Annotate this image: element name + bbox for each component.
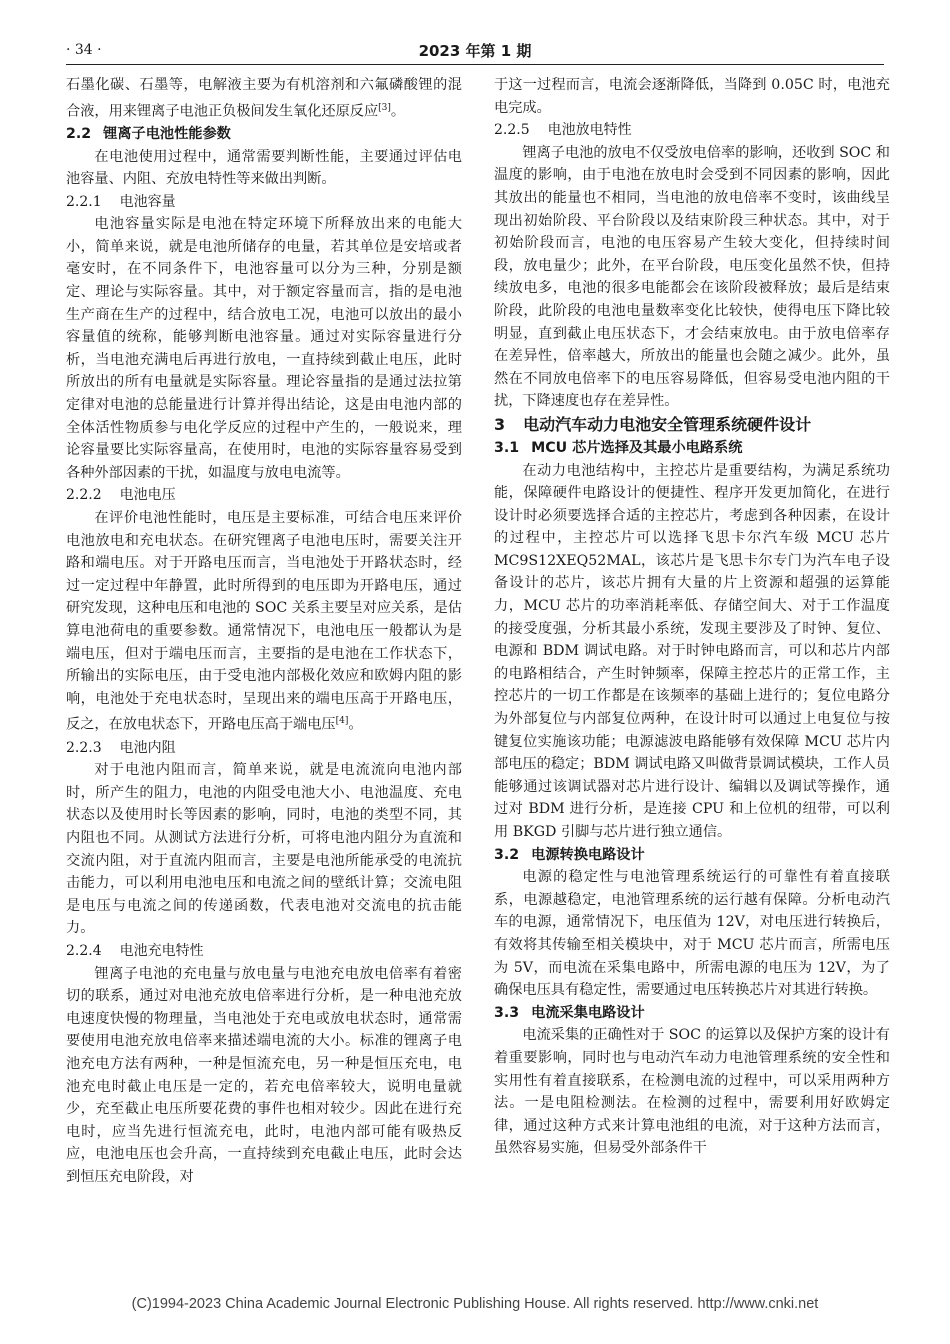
- section-heading-3-3: 3.3 电流采集电路设计: [494, 1004, 645, 1021]
- section-2-2-paragraph: 在电池使用过程中，通常需要判断性能，主要通过评估电池容量、内阻、充放电特性等来做出判断。: [66, 148, 462, 188]
- right-column: [494, 74, 890, 1160]
- section-heading-2-2: 2.2 锂离子电池性能参数: [66, 125, 231, 142]
- section-2-2-2-paragraph: 在评价电池性能时，电压是主要标准，可结合电压来评价电池放电和充电状态。在研究锂离子电池电压时，需要关注开路和端电压。对于开路电压而言，当电池处于开路状态时，经过一定过程中年静置，此时所得到的电压即为开路电压，通过研究发现，这种电压和电池的 SOC 关系主要呈对应关系，是估算电池荷电的重要参数。通常情况下，电池电压一般都认为是端电压，但对于端电压而言，主要指的是电池在工作状态下，所输出的实际电压，由于受电池内部极化效应和欧姆内阻的影响，电池处于充电状态时，呈现出来的端电压高于开路电压，反之，在放电状态下，开路电压高于端电压[4]。: [66, 510, 462, 734]
- continued-paragraph: 于这一过程而言，电流会逐渐降低，当降到 0.05C 时，电池充电完成。: [494, 77, 890, 116]
- section-heading-3-2: 3.2 电源转换电路设计: [494, 846, 645, 863]
- section-2-2-5-paragraph: 锂离子电池的放电不仅受放电倍率的影响，还收到 SOC 和温度的影响，由于电池在放电时会受到不同因素的影响，因此其放出的能量也不相同，当电池的放电倍率不变时，该曲线呈现出初始阶段、平台阶段以及结束阶段三种状态。其中，对于初始阶段而言，电池的电压容易产生较大变化，但持续时间段，放电量少；此外，在平台阶段，电压变化虽然不快，但持续放电多，电池的很多电能都会在该阶段被释放；最后是结束阶段，此阶段的电池电量数率变化比较快，使得电压下降比较明显，直到截止电压状态下，才会结束放电。由于放电倍率存在差异性，倍率越大，所放出的能量也会随之减少。此外，虽然在不同放电倍率下的电压容易降低，但容易受电池内阻的干扰，下降速度也存在差异性。: [494, 144, 890, 410]
- section-2-2-4-paragraph: 锂离子电池的充电量与放电量与电池充电放电倍率有着密切的联系，通过对电池充放电倍率进行分析，是一种电池充放电速度快慢的物理量，当电池处于充电或放电状态时，通常需要使用电池充放电倍率来描述端电流的大小。标准的锂离子电池充电方法有两种，一种是恒流充电，另一种是恒压充电，电池充电时截止电压是一定的，若充电倍率较大，说明电量就少，充至截止电压所要花费的事件也相对较少。因此在进行充电时，应当先进行恒流充电，此时，电池内部可能有吸热反应，电池电压也会升高，一直持续到充电截止电压，此时会达到恒压充电阶段，对: [66, 965, 462, 1185]
- copyright-footer: (C)1994-2023 China Academic Journal Electronic Publishing House. All rights reserved. http://www.cnki.net: [131, 1296, 819, 1312]
- section-3-3-paragraph: 电流采集的正确性对于 SOC 的运算以及保护方案的设计有着重要影响，同时也与电动汽车动力电池管理系统的安全性和实用性有着直接联系，在检测电流的过程中，可以采用两种方法。一是电阻检测法。在检测的过程中，需要利用好欧姆定律，通过这种方式来计算电池组的电流，对于这种方法而言，虽然容易实施，但易受外部条件干: [494, 1027, 890, 1157]
- citation-ref[interactable]: [4]: [335, 716, 349, 727]
- section-2-2-1-paragraph: 电池容量实际是电池在特定环境下所释放出来的电能大小，简单来说，就是电池所储存的电量，若其单位是安培或者毫安时，在不同条件下，电池容量可以分为三种，分别是额定、理论与实际容量。其中，对于额定容量而言，指的是电池生产商在生产的过程中，结合放电工况，电池可以放出的最小容量值的统称，能够判断电池容量。通过对实际容量进行分析，当电池充满电后再进行放电，一直持续到截止电压，此时所放出的所有电量就是实际容量。理论容量指的是通过法拉第定律对电池的总能量进行计算并得出结论，这是由电池内部的全体活性物质参与电化学反应的过程中产生的，一般说来，理论容量要比实际容量高，在使用时，电池的实际容量容易受到各种外部因素的干扰，如温度与放电电流等。: [66, 216, 462, 481]
- left-column: [66, 74, 462, 1189]
- section-heading-2-2-3: 2.2.3 电池内阻: [66, 739, 176, 756]
- page-number: · 34 ·: [66, 42, 102, 58]
- page-header: [66, 38, 884, 65]
- section-heading-2-2-2: 2.2.2 电池电压: [66, 487, 176, 504]
- section-heading-2-2-1: 2.2.1 电池容量: [66, 193, 176, 210]
- intro-paragraph: 石墨化碳、石墨等，电解液主要为有机溶剂和六氟磷酸锂的混合液，用来锂离子电池正负极间发生氧化还原反应[3]。: [66, 77, 462, 120]
- section-heading-2-2-5: 2.2.5 电池放电特性: [494, 122, 632, 139]
- section-3-2-paragraph: 电源的稳定性与电池管理系统运行的可靠性有着直接联系，电源越稳定，电池管理系统的运行越有保障。分析电动汽车的电源，通常情况下，电压值为 12V，对电压进行转换后，有效将其传输至相关模块中，对于 MCU 芯片而言，所需电压为 5V，而电流在采集电路中，所需电源的电压为 12V，为了确保电压具有稳定性，需要通过电压转换芯片对其进行转换。: [494, 869, 890, 999]
- section-heading-3: 3 电动汽车动力电池安全管理系统硬件设计: [494, 414, 812, 434]
- section-heading-2-2-4: 2.2.4 电池充电特性: [66, 943, 204, 960]
- citation-ref[interactable]: [3]: [378, 102, 391, 113]
- section-2-2-3-paragraph: 对于电池内阻而言，简单来说，就是电流流向电池内部时，所产生的阻力，电池的内阻受电池大小、电池温度、充电状态以及使用时长等因素的影响，同时，电池的类型不同，其内阻也不同。从测试方法进行分析，可将电池内阻分为直流和交流内阻，对于直流内阻而言，主要是电池所能承受的电流抗击能力，可以利用电池电压和电流之间的壁纸计算；交流电阻是电压与电流之间的传递函数，代表电池对交流电的抗击能力。: [66, 762, 462, 937]
- section-heading-3-1: 3.1 MCU 芯片选择及其最小电路系统: [494, 439, 743, 456]
- section-3-1-paragraph: 在动力电池结构中，主控芯片是重要结构，为满足系统功能，保障硬件电路设计的便捷性、程序开发更加简化，在进行设计时必须要选择合适的主控芯片，考虑到各种因素，在设计的过程中，主控芯片可以选择飞思卡尔汽车级 MCU 芯片 MC9S12XEQ52MAL，该芯片是飞思卡尔专门为汽车电子设备设计的芯片，该芯片拥有大量的片上资源和超强的运算能力，MCU 芯片的功率消耗率低、存储空间大、对于工作温度的接受度强，分析其最小系统，发现主要涉及了时钟、复位、电源和 BDM 调试电路。对于时钟电路而言，可以和芯片内部的电路相结合，产生时钟频率，保障主控芯片的正常工作，主控芯片的一切工作都是在该频率的基础上进行的；复位电路分为外部复位与内部复位两种，在设计时可以通过上电复位与按键复位实施该功能；电源滤波电路能够有效保障 MCU 芯片内部电压的稳定；BDM 调试电路又叫做背景调试模块，工作人员能够通过该调试器对芯片进行设计、编辑以及调试等操作，通过对 BDM 进行分析，是连接 CPU 和上位机的纽带，可以利用 BKGD 引脚与芯片进行独立通信。: [494, 462, 890, 840]
- journal-issue: 2023 年第 1 期: [418, 42, 532, 60]
